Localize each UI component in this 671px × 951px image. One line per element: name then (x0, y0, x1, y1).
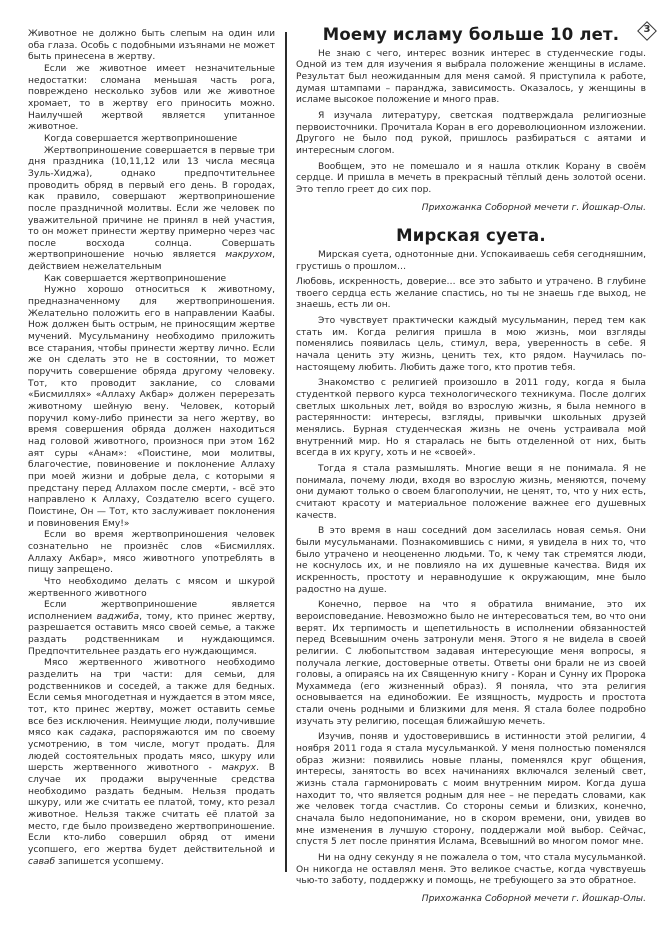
paragraph: Знакомство с религией произошло в 2011 году, когда я была студенткой первого курса технологического техникума. После долгих светлых школьных лет, войдя во взрослую жизнь, я была немного в растерянности: интересы, взгляды, привычки школьных друзей менялись. Бурная студенческая жизнь не очень устраивала мой внутренний мир. Но я старалась не быть отделенной от них, быть всегда в их кругу, хоть и не «своей». (296, 378, 646, 459)
paragraph: Конечно, первое на что я обратила внимание, это их вероисповедание. Невозможно было не интересоваться тем, во что они верят. Их терпимость и щепетильность в исполнении обязанностей перед Всевышним очень затронули меня. Этого я не видела в своей религии. С любопытством задавая интересующие меня вопросы, я получала легкие, достоверные ответы. Ответы они брали не из своей головы, а опираясь на их Священную книгу - Коран и Сунну их Пророка Мухаммеда (его жизненный образ). Я поняла, что эта религия основывается на единобожии. Ее изящность, мудрость и простота стали очень родными и близкими для меня. Я стала более подробно изучать эту религию, посещая ближайшую мечеть. (296, 600, 646, 727)
section-subheading: Как совершается жертвоприношение (44, 273, 227, 284)
paragraph: Если во время жертвоприношения человек сознательно не произнёс слов «Бисмиллях. Аллаху Акбар», мясо животного употреблять в пищу запрещено. (28, 530, 275, 576)
article-signature: Прихожанка Соборной мечети г. Йошкар-Олы. (421, 202, 646, 213)
section-subheading: Когда совершается жертвоприношение (44, 133, 238, 144)
paragraph: Любовь, искренность, доверие… все это забыто и утрачено. В глубине твоего сердца есть желание спастись, но ты не знаешь где выход, не знаешь, есть ли он. (296, 277, 646, 311)
paragraph: Тогда я стала размышлять. Многие вещи я не понимала. Я не понимала, почему люди, входя во взрослую жизнь, меняются, почему они думают только о своем благополучии, не ценят, то, что у них есть, считают красоту и материальное положение важнее его душевных качеств. (296, 464, 646, 521)
paragraph: Если жертвоприношение является исполнением ваджиба, тому, кто принес жертву, разрешается оставить мясо своей семье, а также раздать родственникам и нуждающимся. Предпочтительнее раздать его нуждающимся. (28, 600, 275, 657)
italic-term: макрух (221, 763, 257, 774)
paragraph: Изучив, поняв и удостоверившись в истинности этой религии, 4 ноября 2011 года я стала мусульманкой. У меня полностью поменялся образ жизни: появились новые планы, поменялся круг общения, интересы, занятость во всех начинаниях включался зеленый свет, жизнь стала гармонировать с моим внутренним миром. Когда душа находит то, что является родным для нее – не передать словами, как же человек тогда счастлив. Со стороны семьи и близких, конечно, сначала было недопонимание, но в скором времени, они, увидев во мне изменения в лучшую сторону, поддержали мой выбор. Сейчас, спустя 5 лет после принятия Ислама, Всевышний во многом помог мне. (296, 732, 646, 848)
article-signature: Прихожанка Соборной мечети г. Йошкар-Олы. (421, 893, 646, 904)
paragraph: Животное не должно быть слепым на один или оба глаза. Особь с подобными изъянами не может быть принесена в жертву. (28, 29, 275, 63)
paragraph: Нужно хорошо относиться к животному, предназначенному для жертвоприношения. Желательно положить его в направлении Каабы. Нож должен быть острым, не приносящим жертве мучений. Мусульманину необходимо приложить все старания, чтобы принести жертву лично. Если же он сделать это не в состоянии, то может поручить совершение обряда другому человеку. Тот, кто проводит заклание, со словами «Бисмиллях» «Аллаху Акбар» должен перерезать животному шейную вену. Человек, который поручил кому-либо принести за него жертву, во время совершения обряда должен находиться над головой животного, произнося при этом 162 аят суры «Анам»: «Поистине, мои молитвы, благочестие, повиновение и поклонение Аллаху при моей жизни и добрые дела, с которыми я предстану перед Аллахом после смерти, - всё это направлено к Аллаху, Создателю всего сущего. Поистине, Он — Тот, кто заслуживает поклонения и повиновения Ему!» (28, 285, 275, 529)
article-title: Мирская суета. (396, 226, 546, 246)
italic-term: саваб (28, 856, 56, 867)
paragraph: Жертвоприношение совершается в первые три дня праздника (10,11,12 или 13 числа месяца Зуль-Хиджа), однако предпочтительнее проводить обряд в первый его день. В городах, как правило, совершают жертвоприношение после праздничной молитвы. Если же человек по уважительной причине не принял в ней участия, то он может принести жертву примерно через час после восхода солнца. Совершать жертвоприношение ночью является макрухом, действием нежелательным (28, 145, 275, 273)
paragraph: В это время в наш соседний дом заселилась новая семья. Они были мусульманами. Познакомившись с ними, я увидела в них то, что было утрачено и неоцененно людьми. То, к чему так стремятся люди, не коснулось их, и не повлияло на их душевные качества. Видя их искренность, простоту и неравнодушие к окружающим, мне было радостно на душе. (296, 526, 646, 595)
article-my-islam (296, 25, 646, 214)
paragraph: Мясо жертвенного животного необходимо разделить на три части: для семьи, для родственников и соседей, а также для бедных. Если семья многодетная и нуждается в этом мясе, тот, кто принес жертву, может оставить семье все без исключения. Неимущие люди, получившие мясо как садака, распоряжаются им по своему усмотрению, в том числе, могут продать. Для людей состоятельных продать мясо, шкуру или шерсть жертвенного животного - макрух. В случае их продажи вырученные средства необходимо раздать бедным. Нельзя продать шкуру, или же считать ее платой, тому, кто резал животное. Нельзя также считать её платой за место, где было произведено жертвоприношение. Если кто-либо совершил обряд от имени усопшего, его жертва будет действительной и саваб запишется усопшему. (28, 658, 276, 867)
paragraph: Мирская суета, однотонные дни. Успокаиваешь себя сегодняшним, грустишь о прошлом… (296, 249, 646, 272)
right-column (296, 25, 646, 922)
column-divider (285, 32, 287, 872)
left-column-article (28, 29, 275, 868)
section-subheading: Что необходимо делать с мясом и шкурой жертвенного животного (28, 576, 275, 599)
italic-term: садака (79, 728, 114, 739)
paragraph: Я изучала литературу, светская подтверждала религиозные первоисточники. Прочитала Коран в его дореволюционном изложении. Другого не было под рукой, пришлось разбираться с аятами и интересным слогом. (296, 110, 646, 156)
paragraph: Это чувствует практически каждый мусульманин, перед тем как стать им. Когда религия пришла в мою жизнь, мои взгляды поменялись появилась цель, стимул, вера, уверенность в себе. Я начала ценить эту жизнь, ценить тех, кто рядом. Научилась по-настоящему любить. Любить даже того, кто против тебя. (296, 316, 646, 373)
italic-term: ваджиба (96, 611, 140, 622)
page-number: 3 (643, 24, 651, 35)
italic-term: макрухом (225, 250, 273, 261)
paragraph: Не знаю с чего, интерес возник интерес в студенческие годы. Одной из тем для изучения я выбрала положение женщины в исламе. Результат был неожиданным для меня самой. Я приступила к работе, думая штампами – паранджа, зависимость. Оказалось, у женщины в исламе высокое положение и много прав. (296, 48, 646, 106)
paragraph: Вообщем, это не помешало и я нашла отклик Корану в своём сердце. И пришла в мечеть в прекрасный тёплый день золотой осени. Это тепло греет до сих пор. (296, 161, 646, 195)
article-worldly-vanity (296, 226, 646, 905)
paragraph: Ни на одну секунду я не пожалела о том, что стала мусульманкой. Он никогда не оставлял меня. Это великое счастье, когда чувствуешь чью-то заботу, поддержку и помощь, не требующего за это обратное. (296, 853, 646, 887)
paragraph: Если же животное имеет незначительные недостатки: сломана меньшая часть рога, повреждено несколько зубов или же животное хромает, то в жертву его приносить можно. Наилучшей жертвой является упитанное животное. (28, 63, 275, 133)
article-title: Моему исламу больше 10 лет. (322, 25, 620, 44)
